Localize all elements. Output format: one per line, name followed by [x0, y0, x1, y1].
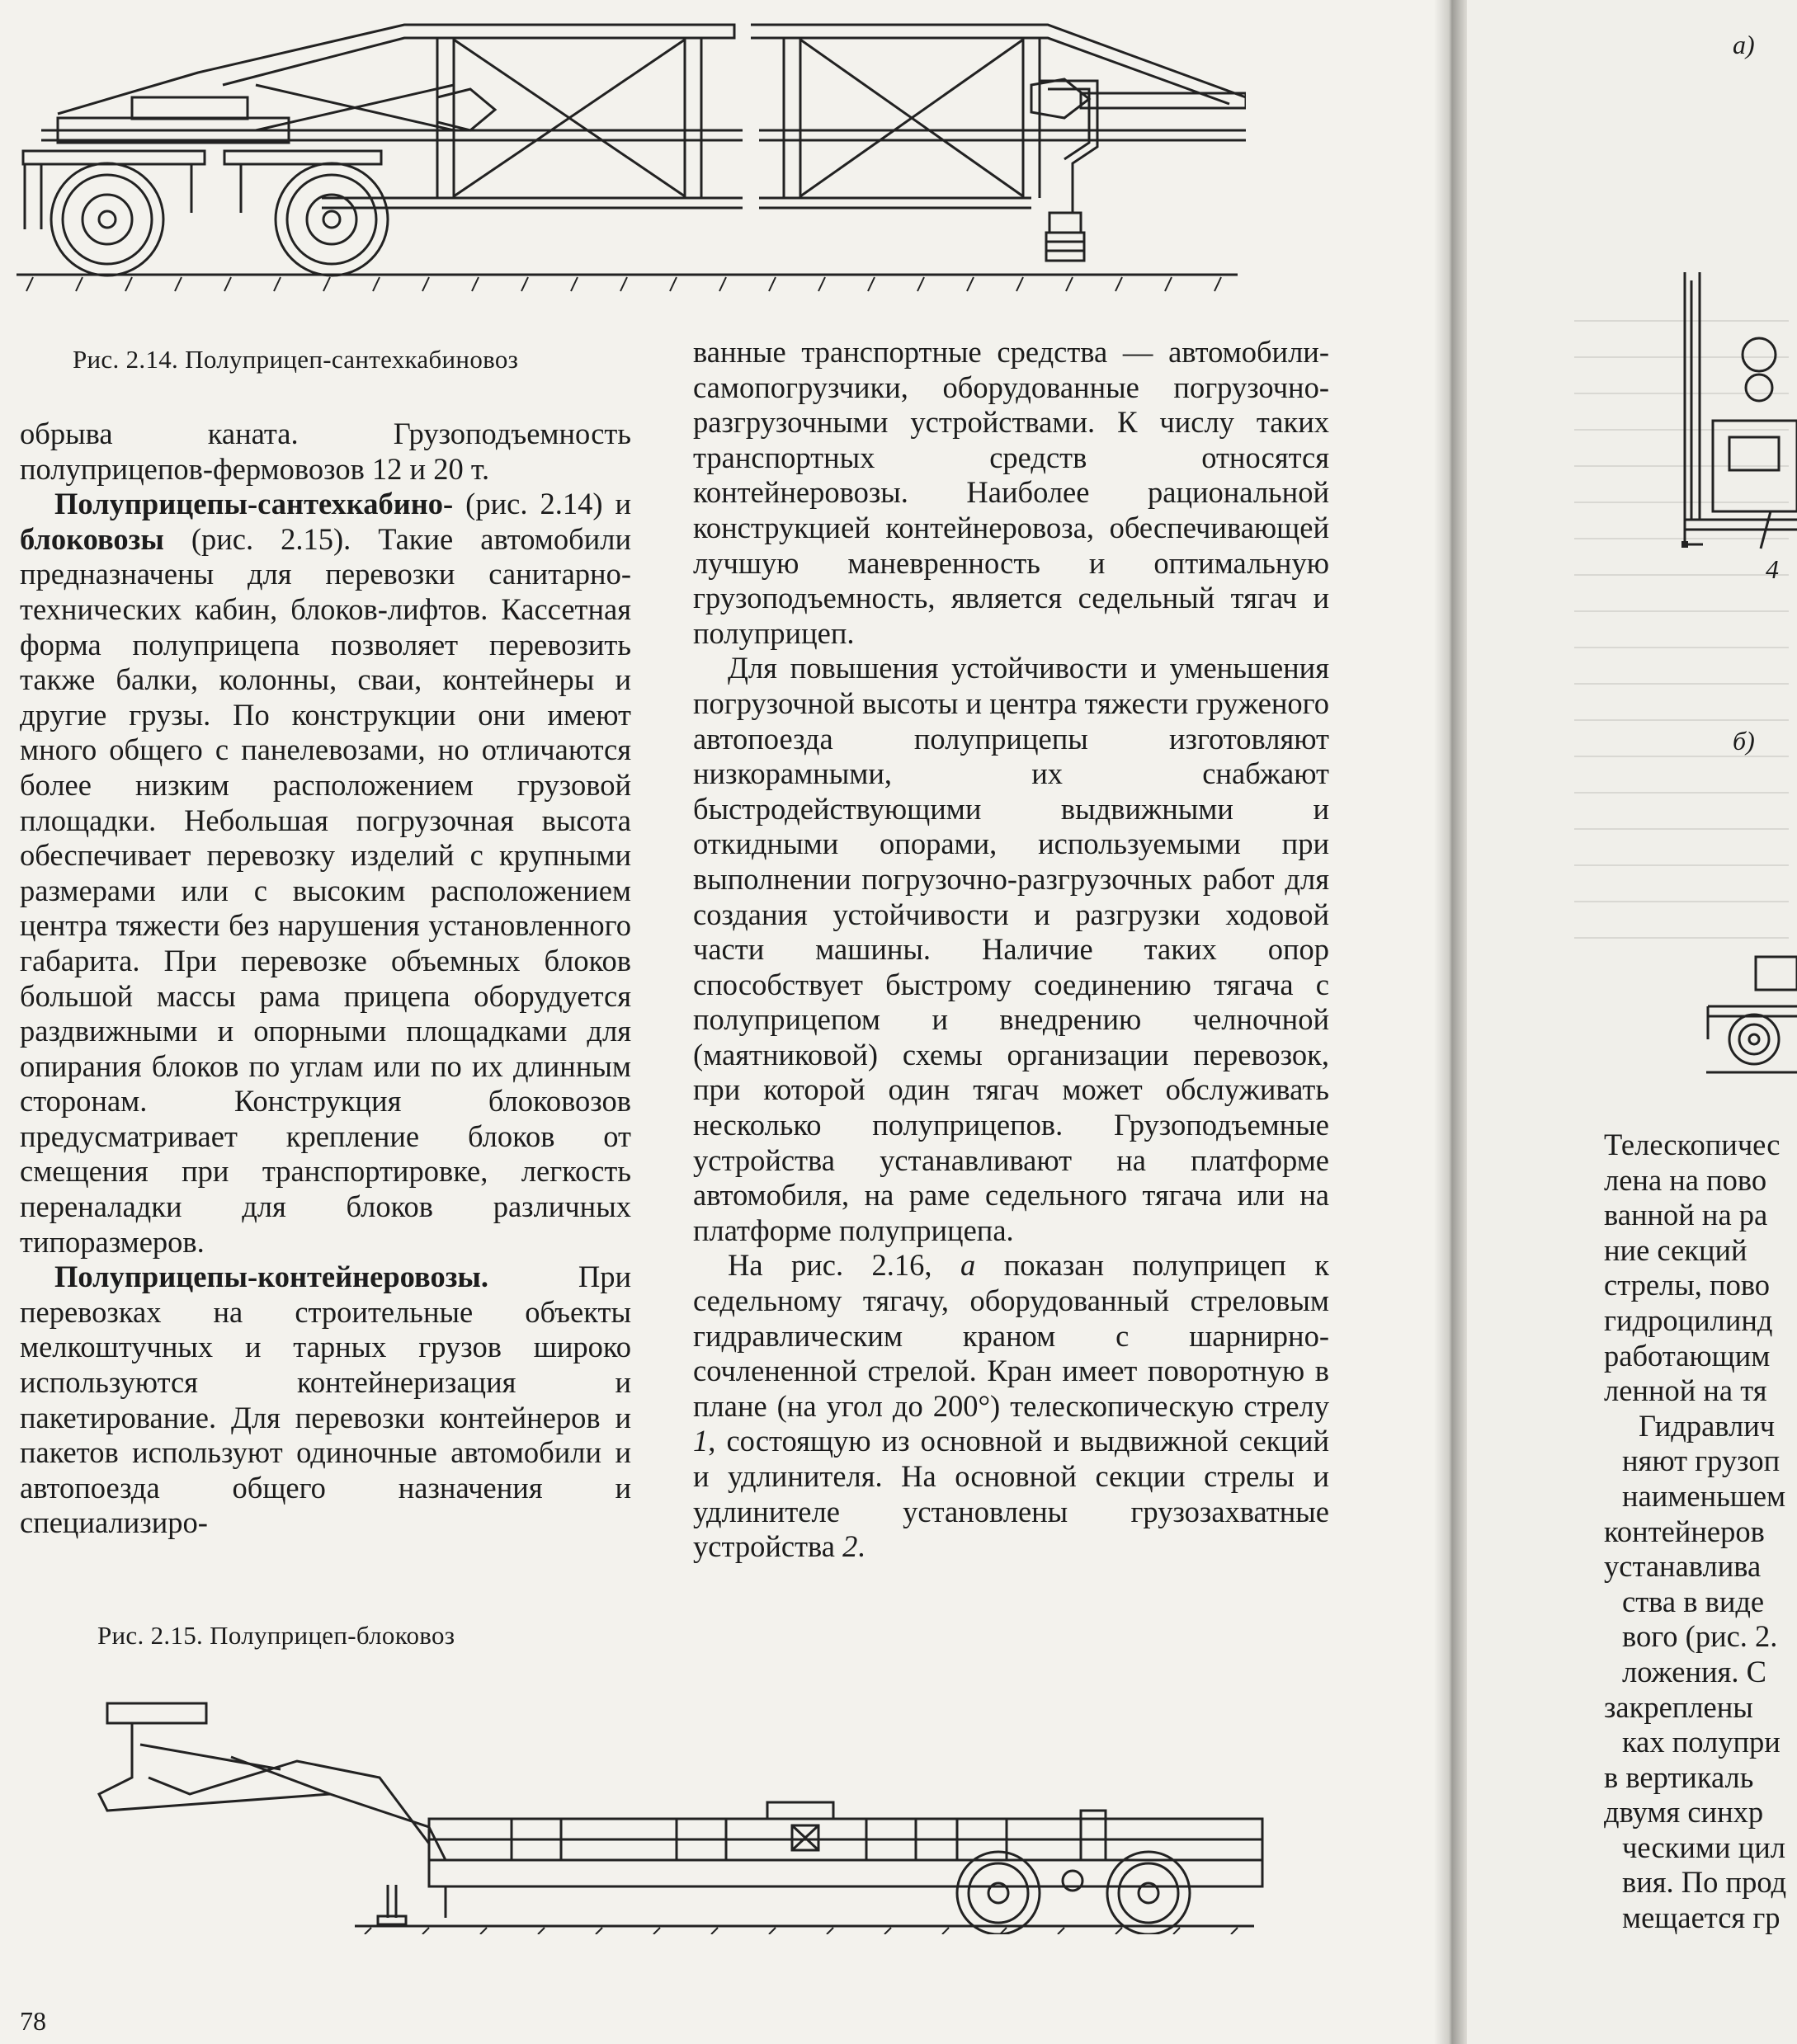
text-line: вого (рис. 2. [1622, 1619, 1778, 1654]
text-line: ленной на тя [1604, 1373, 1767, 1408]
text-line: мещается гр [1622, 1900, 1780, 1935]
text-line: гидроцилинд [1604, 1302, 1773, 1337]
text-line: вия. По прод [1622, 1865, 1787, 1900]
paragraph [20, 1260, 631, 1541]
callout-4: 4 [1766, 554, 1779, 584]
text-line: двумя синхр [1604, 1795, 1764, 1830]
figure-label-b: б) [1733, 726, 1755, 756]
figure-2-14-caption: Рис. 2.14. Полуприцеп-сантехкабиновоз [73, 345, 519, 374]
figure-2-15-semitrailer-drawing [83, 1695, 1279, 1934]
page-number: 78 [20, 2006, 46, 2036]
figure-2-16a-fragment [1680, 272, 1797, 561]
text-run: , состоящую из основной и выдвижной секций и удлинителя. На основной секции стрелы и удлинителе установлены грузозахватные устройства [693, 1424, 1329, 1564]
text-line: Телескопичес [1604, 1128, 1780, 1161]
text-line: ческими цил [1622, 1830, 1785, 1864]
text-column-left [20, 417, 631, 1541]
paragraph: обрыва каната. Грузоподъемность полуприцепов-фермовозов 12 и 20 т. [20, 417, 631, 486]
text-line: закреплены [1604, 1689, 1753, 1724]
text-line: ках полупри [1622, 1725, 1780, 1759]
italic-ref: 1 [693, 1424, 709, 1458]
term-bold: Полуприцепы-контейнеровозы. [54, 1260, 489, 1294]
italic-ref: а [960, 1248, 976, 1283]
term-bold: Полуприцепы-сантехкабино- [54, 487, 454, 521]
paragraph: ванные транспортные средства — автомобили-самопогрузчики, оборудованные погрузочно-разгрузочными устройствами. К числу таких транспортных средств относятся контейнеровозы. Наиболее рациональной конструкцией контейнеровоза, обеспечивающей лучшую маневренность и оптимальную грузоподъемность, является седельный тягач и полуприцеп. [693, 335, 1329, 650]
text-line: устанавлива [1604, 1549, 1762, 1584]
text-run: показан полуприцеп к седельному тягачу, оборудованный стреловым гидравлическим краном с шарнирно-сочлененной стрелой. Кран имеет поворотную в плане (на угол до 200°) телескопическую стрелу [693, 1248, 1330, 1423]
right-page-text-fragment [1604, 1128, 1797, 1936]
term-bold: блоковозы [20, 521, 164, 556]
book-gutter [1434, 0, 1467, 2044]
text-line: Гидравлич [1639, 1408, 1776, 1443]
paragraph [693, 1248, 1329, 1564]
text-run: При перевозках на строительные объекты мелкоштучных и тарных грузов широко используются контейнеризация и пакетирование. Для перевозки контейнеров и пакетов используют одиночные автомобили и автопоезда общего назначения и специализиро- [20, 1260, 631, 1540]
figure-2-15-caption: Рис. 2.15. Полуприцеп-блоковоз [97, 1621, 455, 1650]
text-line: няют грузоп [1622, 1444, 1780, 1478]
figure-label-a: а) [1733, 30, 1755, 59]
text-line: в вертикаль [1604, 1759, 1754, 1794]
figure-2-14-semitrailer-drawing [8, 7, 1246, 299]
text-line: ства в виде [1622, 1584, 1765, 1618]
paragraph: Для повышения устойчивости и уменьшения погрузочной высоты и центра тяжести груженого автопоезда полуприцепы изготовляют низкорамными, их снабжают быстродействующими выдвижными и откидными опорами, используемыми при выполнении погрузочно-разгрузочных работ для создания устойчивости и разгрузки ходовой части машины. Наличие таких опор способствует быстрому соединению тягача с полуприцепом и внедрению челночной (маятниковой) схемы организации перевозок, при которой один тягач может обслуживать несколько полуприцепов. Грузоподъемные устройства устанавливают на платформе автомобиля, на раме седельного тягача или на платформе полуприцепа. [693, 651, 1329, 1247]
text-line: наименьшем [1622, 1478, 1786, 1513]
italic-ref: 2 [842, 1529, 858, 1564]
text-column-right [693, 335, 1329, 1565]
text-line: ванной на ра [1604, 1198, 1768, 1232]
text-line: ние секций [1604, 1232, 1747, 1267]
text-run: . [857, 1529, 865, 1564]
text-line: работающим [1604, 1338, 1771, 1373]
text-run: На рис. 2.16, [728, 1248, 961, 1283]
text-line: стрелы, пово [1604, 1268, 1771, 1302]
text-line: лена на пово [1604, 1162, 1767, 1197]
figure-2-16b-fragment [1706, 949, 1797, 1089]
text-line: ложения. С [1622, 1654, 1766, 1688]
text-run: (рис. 2.15). Такие автомобили предназначены для перевозки санитарно-технических кабин, блоков-лифтов. Кассетная форма полуприцепа позволяет перевозить также балки, колонны, сваи, контейнеры и другие грузы. По конструкции они имеют много общего с панелевозами, но отличаются более низким расположением грузовой площадки. Небольшая погрузочная высота обеспечивает перевозку изделий с крупными размерами или с высоким расположением центра тяжести без нарушения установленного габарита. При перевозке объемных блоков большой массы рама прицепа оборудуется раздвижными и опорными площадками для опирания блоков по углам или по их длинным сторонам. Конструкция блоковозов предусматривает крепление блоков от смещения при транспортировке, легкость переналадки для блоков различных типоразмеров. [20, 521, 631, 1259]
right-page [1467, 0, 1797, 2044]
paragraph [20, 487, 631, 1260]
text-line: контейнеров [1604, 1514, 1765, 1548]
text-run: (рис. 2.14) и [453, 487, 631, 521]
